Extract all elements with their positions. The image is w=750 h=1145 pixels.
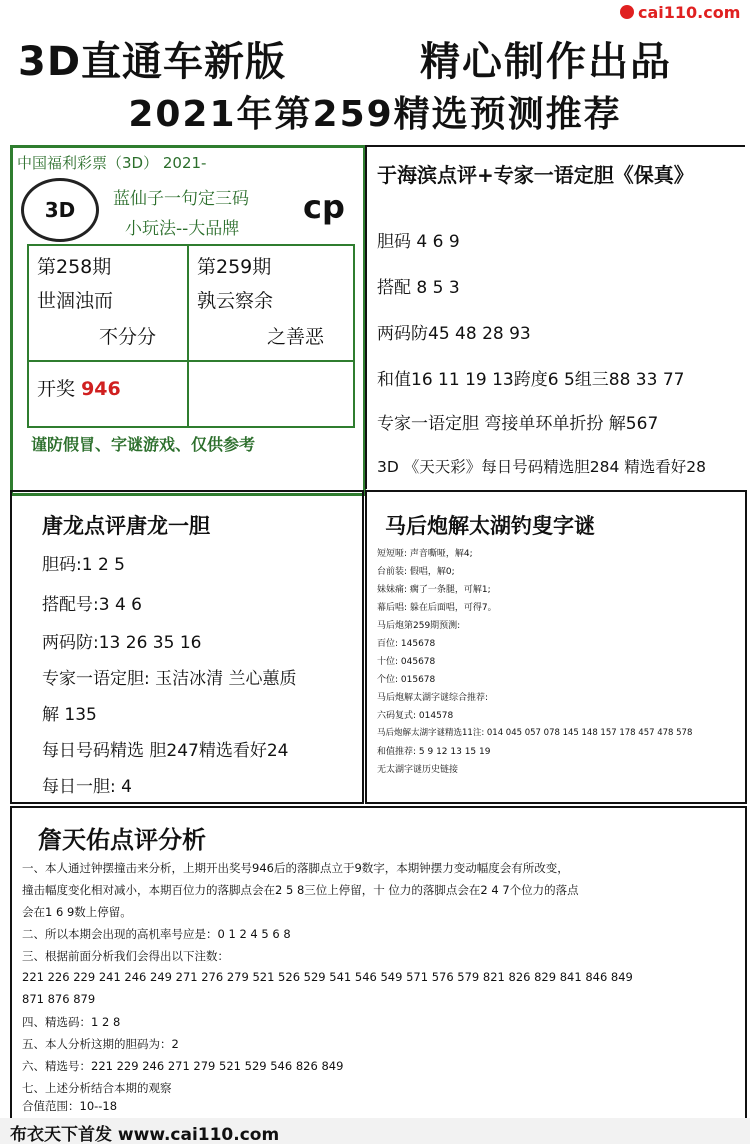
card-slogan-1: 蓝仙子一句定三码 <box>113 189 249 209</box>
tanglong-line: 解 135 <box>42 705 97 725</box>
zhantianyou-title: 詹天佑点评分析 <box>38 826 206 854</box>
analysis-line: 七、上述分析结合本期的观察 <box>22 1081 172 1095</box>
expert-line: 和值16 11 19 13跨度6 5组三88 33 77 <box>377 370 685 390</box>
site-logo[interactable] <box>620 0 750 24</box>
expert-line: 胆码 4 6 9 <box>377 232 460 252</box>
footer-bar <box>0 1118 750 1144</box>
card-slogan-2: 小玩法--大品牌 <box>125 219 240 239</box>
site-logo-text: cai110.com <box>638 2 741 22</box>
analysis-line: 撞击幅度变化相对减小，本期百位力的落脚点会在2 5 8三位上停留，十 位力的落脚点会在2 4 7个位力的落点 <box>22 883 579 897</box>
analysis-line: 合值范围：10--18 <box>22 1099 118 1113</box>
analysis-line: 871 876 879 <box>22 992 96 1006</box>
analysis-line: 四、精选码：1 2 8 <box>22 1015 121 1029</box>
mahoupao-line: 妹妹痛: 瘸了一条腿，可解1; <box>377 585 491 595</box>
tanglong-line: 专家一语定胆: 玉洁冰清 兰心蕙质 <box>42 669 297 689</box>
expert-panel <box>365 145 745 489</box>
expert-panel-title: 于海滨点评+专家一语定胆《保真》 <box>377 163 694 187</box>
expert-line: 3D 《天天彩》每日号码精选胆284 精选看好28 <box>377 458 706 476</box>
zhantianyou-panel <box>10 806 747 1120</box>
expert-line: 专家一语定胆 弯接单环单折扮 解567 <box>377 414 659 434</box>
mahoupao-line: 无太湖字谜历史链接 <box>377 765 459 775</box>
card-footer-note: 谨防假冒、字谜游戏、仅供参考 <box>31 435 256 454</box>
mahoupao-line: 台前装: 假唱，解0; <box>377 567 455 577</box>
tanglong-line: 每日号码精选 胆247精选看好24 <box>42 741 289 761</box>
analysis-line: 二、所以本期会出现的高机率号应是：0 1 2 4 5 6 8 <box>22 927 291 941</box>
analysis-line: 三、根据前面分析我们会得出以下注数： <box>22 949 229 963</box>
lottery-card <box>10 145 366 496</box>
period-258-riddle-2: 不分分 <box>99 326 157 348</box>
page-title-left: 3D直通车新版 <box>18 39 287 85</box>
brand-mark-icon: cp <box>303 188 345 226</box>
period-259-label: 第259期 <box>197 256 272 278</box>
period-258-label: 第258期 <box>37 256 112 278</box>
mahoupao-line: 马后炮解太湖字谜综合推荐: <box>377 693 489 703</box>
mahoupao-line: 马后炮第259期预测: <box>377 621 461 631</box>
logo-icon <box>620 5 634 19</box>
tanglong-title: 唐龙点评唐龙一胆 <box>42 514 210 538</box>
draw-result <box>37 374 121 401</box>
analysis-line: 五、本人分析这期的胆码为：2 <box>22 1037 179 1051</box>
riddle-grid <box>27 244 355 428</box>
expert-line: 两码防45 48 28 93 <box>377 324 531 344</box>
tanglong-line: 搭配号:3 4 6 <box>42 595 142 615</box>
mahoupao-line: 六码复式: 014578 <box>377 711 454 721</box>
mahoupao-line: 短短哑: 声音嘶哑，解4; <box>377 549 473 559</box>
period-259-riddle-2: 之善恶 <box>267 326 325 348</box>
analysis-line: 会在1 6 9数上停留。 <box>22 905 132 919</box>
mahoupao-line: 幕后唱: 躲在后面唱，可得7。 <box>377 603 497 613</box>
draw-label: 开奖 <box>37 378 76 400</box>
period-259-riddle-1: 孰云察余 <box>197 290 274 312</box>
card-head: 中国福利彩票（3D） 2021- <box>17 154 207 172</box>
mahoupao-line: 百位: 145678 <box>377 639 436 649</box>
tanglong-line: 胆码:1 2 5 <box>42 555 125 575</box>
mahoupao-line: 马后炮解太湖字谜精选11注: 014 045 057 078 145 148 157 178 457 478 578 <box>377 728 693 738</box>
mahoupao-line: 十位: 045678 <box>377 657 436 667</box>
analysis-line: 一、本人通过钟摆撞击来分析，上期开出奖号946后的落脚点立于9数字，本期钟摆力变动幅度会有所改变， <box>22 861 569 875</box>
mahoupao-title: 马后炮解太湖钓叟字谜 <box>385 514 595 538</box>
tanglong-line: 两码防:13 26 35 16 <box>42 633 202 653</box>
expert-line: 搭配 8 5 3 <box>377 278 460 298</box>
page-subtitle: 2021年第259精选预测推荐 <box>128 94 622 135</box>
page-title-right: 精心制作出品 <box>420 39 672 85</box>
mahoupao-line: 个位: 015678 <box>377 675 436 685</box>
mahoupao-line: 和值推荐: 5 9 12 13 15 19 <box>377 747 491 757</box>
tanglong-panel <box>10 490 364 804</box>
period-258-riddle-1: 世涸浊而 <box>37 290 114 312</box>
footer-text[interactable]: 布衣天下首发 www.cai110.com <box>10 1125 280 1145</box>
analysis-line: 六、精选号：221 229 246 271 279 521 529 546 826 849 <box>22 1059 344 1073</box>
3d-logo-icon: 3D <box>21 178 99 242</box>
mahoupao-panel <box>365 490 747 804</box>
analysis-line: 221 226 229 241 246 249 271 276 279 521 526 529 541 546 549 571 576 579 821 826 829 841 846 849 <box>22 970 633 984</box>
tanglong-line: 每日一胆: 4 <box>42 777 132 797</box>
draw-value: 946 <box>81 378 121 400</box>
